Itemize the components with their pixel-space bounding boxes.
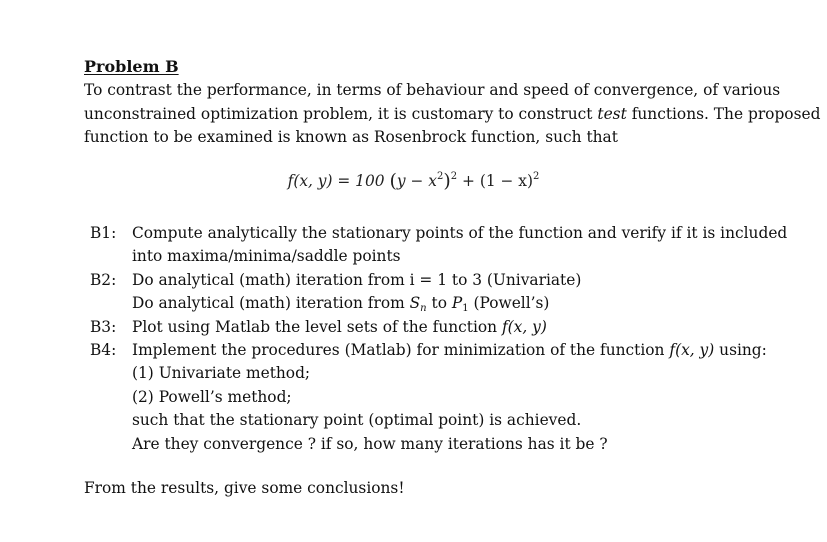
task-text: into maxima/minima/saddle points bbox=[132, 247, 401, 266]
powell-pre: Do analytical (math) iteration from bbox=[132, 294, 405, 313]
intro-line-2-text: unconstrained optimization problem, it is customary to construct bbox=[84, 104, 593, 123]
task-label: B3: bbox=[90, 317, 117, 336]
task-b3-text: Plot using Matlab the level sets of the function bbox=[132, 317, 498, 336]
formula-rest: + (1 − x) bbox=[462, 172, 533, 190]
task-text: Are they convergence ? if so, how many iterations has it be ? bbox=[132, 434, 608, 453]
task-b4-tail: using: bbox=[719, 340, 767, 359]
function-symbol: f(x, y) bbox=[501, 317, 547, 336]
task-label: B2: bbox=[90, 270, 117, 289]
task-b4-line bbox=[90, 386, 760, 409]
formula-inner: y − x bbox=[396, 172, 437, 190]
intro-line-2 bbox=[84, 103, 821, 127]
task-b4-line bbox=[90, 433, 760, 456]
intro-line-2-tail: functions. The proposed bbox=[631, 104, 821, 123]
task-b2 bbox=[90, 269, 760, 292]
powell-post: (Powell’s) bbox=[473, 294, 550, 313]
task-text: (2) Powell’s method; bbox=[132, 387, 292, 406]
task-b1-continued bbox=[90, 245, 760, 268]
task-text: such that the stationary point (optimal point) is achieved. bbox=[132, 411, 582, 430]
rosenbrock-formula bbox=[0, 170, 827, 192]
formula-paren-close: ) bbox=[443, 170, 451, 192]
intro-line-3: function to be examined is known as Rosenbrock function, such that bbox=[84, 128, 618, 146]
intro-paragraph bbox=[84, 79, 821, 150]
intro-line-1: To contrast the performance, in terms of behaviour and speed of convergence, of various bbox=[84, 81, 781, 99]
symbol-s-subscript: n bbox=[420, 303, 427, 315]
formula-outer-exp: 2 bbox=[450, 171, 458, 182]
task-b4-line bbox=[90, 409, 760, 432]
symbol-s: S bbox=[409, 294, 421, 313]
task-text: Do analytical (math) iteration from i = 1 to 3 (Univariate) bbox=[132, 270, 582, 289]
formula-inner-exp: 2 bbox=[436, 171, 444, 182]
task-text bbox=[132, 339, 767, 362]
formula-lhs: f(x, y) = 100 bbox=[287, 172, 385, 190]
symbol-p-sub: 1 bbox=[462, 303, 469, 315]
symbol-s-sub bbox=[420, 303, 426, 314]
task-text: (1) Univariate method; bbox=[132, 364, 311, 383]
formula-rest-exp: 2 bbox=[532, 171, 540, 182]
task-b3 bbox=[90, 316, 760, 339]
formula-paren-open: ( bbox=[389, 170, 397, 192]
task-text: Compute analytically the stationary points of the function and verify if it is included bbox=[132, 224, 788, 242]
task-label: B1: bbox=[90, 224, 117, 242]
task-b4-text: Implement the procedures (Matlab) for minimization of the function bbox=[132, 340, 665, 359]
task-b4-line bbox=[90, 362, 760, 385]
closing-sentence: From the results, give some conclusions! bbox=[84, 479, 405, 497]
powell-mid: to bbox=[431, 294, 447, 313]
intro-emphasis-test: test bbox=[597, 104, 627, 123]
function-symbol: f(x, y) bbox=[669, 340, 715, 359]
task-b1 bbox=[90, 222, 788, 245]
task-b2-powell bbox=[90, 292, 760, 315]
problem-title: Problem B bbox=[84, 57, 179, 76]
task-list bbox=[90, 222, 788, 456]
task-b4 bbox=[90, 339, 767, 362]
task-label: B4: bbox=[90, 340, 117, 359]
symbol-p: P bbox=[451, 294, 463, 313]
task-text bbox=[132, 316, 547, 339]
